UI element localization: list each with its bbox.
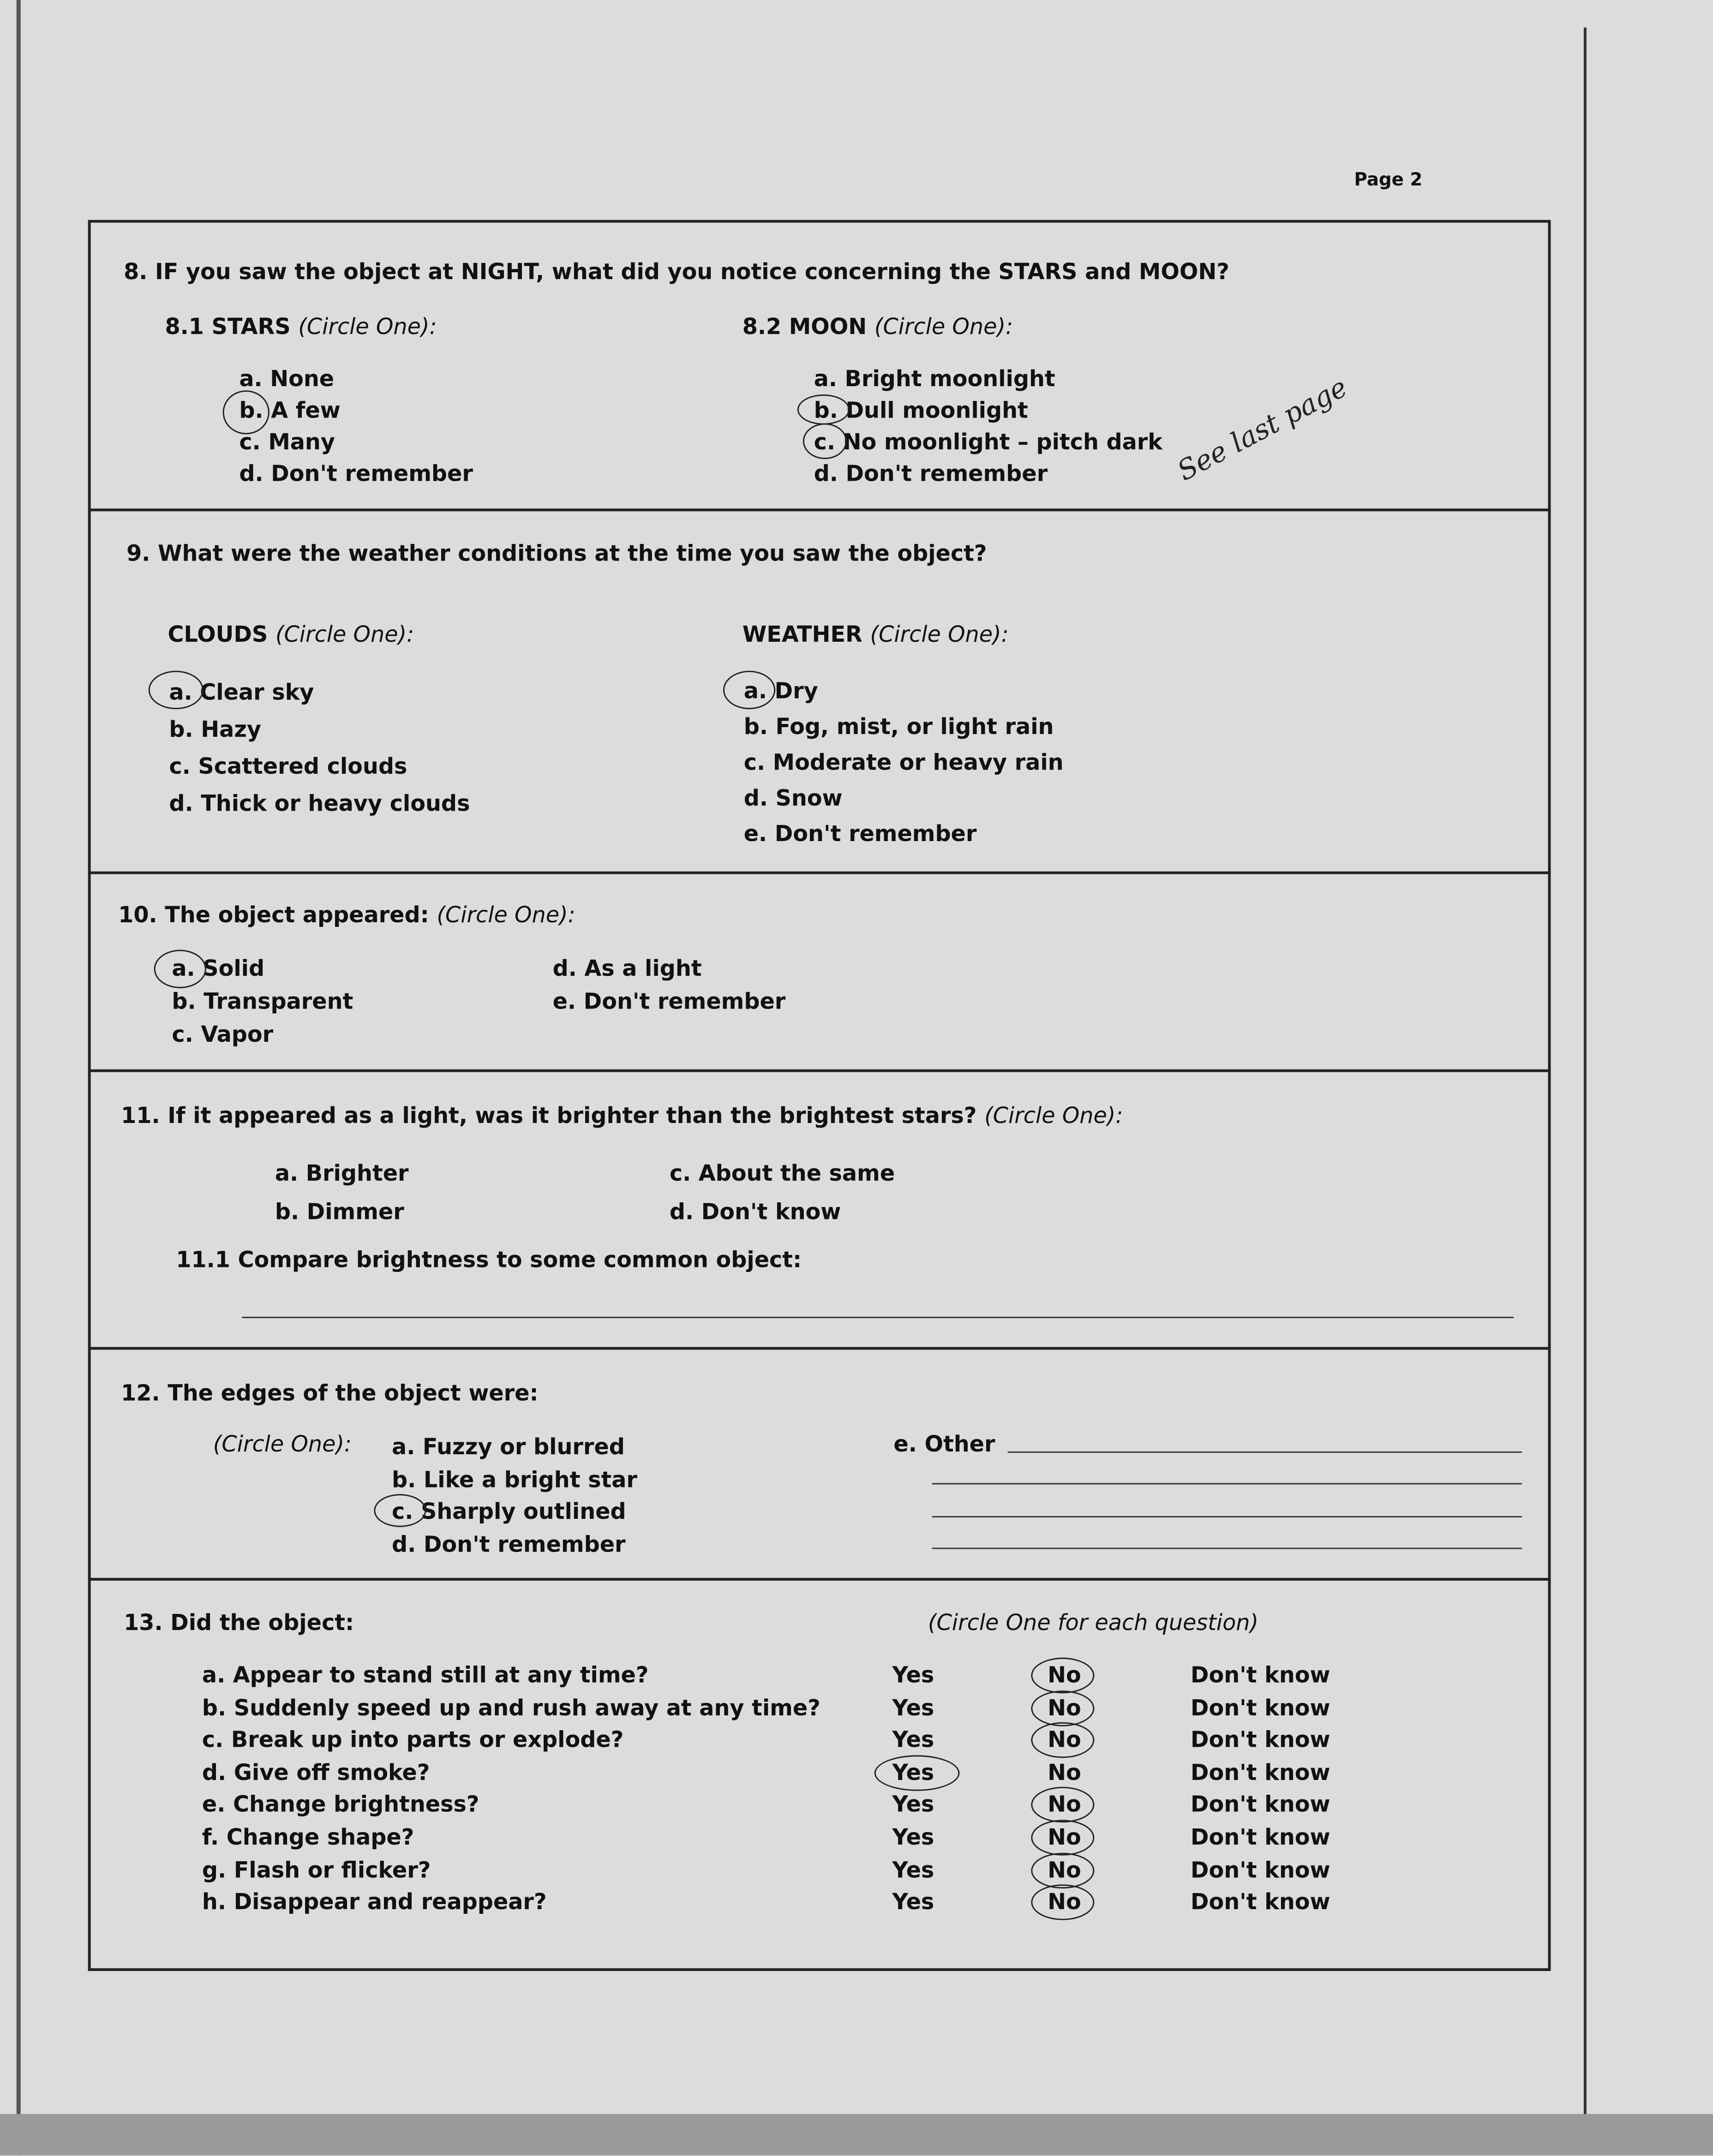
answer-circle (154, 950, 206, 988)
q12-other-line[interactable] (932, 1547, 1522, 1549)
q8-stars-label: 8.1 STARS (Circle One): (165, 313, 437, 340)
divider (88, 872, 1548, 874)
weather-option[interactable]: d. Snow (743, 785, 843, 811)
q9-title: 9. What were the weather conditions at the time you saw the object? (126, 540, 987, 567)
answer-circle (1031, 1852, 1094, 1888)
page-number: Page 2 (1354, 170, 1423, 191)
q13-no-option[interactable]: No (1048, 1759, 1081, 1786)
q11-options-left (275, 1154, 409, 1231)
q13-title: 13. Did the object: (124, 1609, 354, 1636)
q12-option[interactable]: c. Sharply outlined (392, 1498, 626, 1524)
q13-yes-option[interactable]: Yes (892, 1726, 934, 1753)
q13-no-option[interactable]: No (1048, 1694, 1081, 1720)
stars-options (239, 363, 473, 489)
answer-circle (874, 1755, 960, 1791)
q13-dont-know-option[interactable]: Don't know (1190, 1888, 1330, 1915)
q13-no-option[interactable]: No (1048, 1791, 1081, 1818)
answer-circle (797, 394, 850, 425)
q13-question: b. Suddenly speed up and rush away at any time? (202, 1694, 821, 1720)
q13-question: d. Give off smoke? (202, 1759, 430, 1786)
q11-options-right (670, 1154, 895, 1231)
q13-question: a. Appear to stand still at any time? (202, 1661, 649, 1688)
q8-title: 8. IF you saw the object at NIGHT, what did you notice concerning the STARS and MOON? (124, 258, 1229, 285)
q13-no-option[interactable]: No (1048, 1726, 1081, 1753)
clouds-option[interactable]: a. Clear sky (169, 679, 314, 705)
q10-option[interactable]: e. Don't remember (552, 988, 786, 1015)
q13-yes-option[interactable]: Yes (892, 1888, 934, 1915)
q12-title: 12. The edges of the object were: (121, 1380, 539, 1406)
answer-circle (1031, 1722, 1094, 1758)
q13-no-option[interactable]: No (1048, 1856, 1081, 1883)
moon-option[interactable]: b. Dull moonlight (814, 397, 1028, 424)
divider (88, 1578, 1548, 1581)
divider (88, 1069, 1548, 1072)
answer-circle (223, 390, 270, 434)
q13-instruction: (Circle One for each question) (928, 1609, 1259, 1636)
q13-question: c. Break up into parts or explode? (202, 1726, 624, 1753)
q13-dont-know-option[interactable]: Don't know (1190, 1856, 1330, 1883)
q13-dont-know-option[interactable]: Don't know (1190, 1791, 1330, 1818)
answer-circle (1031, 1658, 1094, 1693)
q10-options-right (553, 953, 786, 1019)
answer-circle (1031, 1820, 1094, 1855)
moon-option[interactable]: a. Bright moonlight (814, 365, 1055, 392)
q12-option[interactable]: d. Don't remember (392, 1530, 626, 1557)
q13-no-option[interactable]: No (1048, 1888, 1081, 1915)
q10-option[interactable]: a. Solid (172, 955, 265, 982)
q10-title: 10. The object appeared: (Circle One): (118, 902, 575, 928)
q13-dont-know-option[interactable]: Don't know (1190, 1694, 1330, 1720)
q13-yes-option[interactable]: Yes (892, 1759, 934, 1786)
weather-option[interactable]: a. Dry (743, 677, 818, 704)
q11-answer-line[interactable] (242, 1317, 1514, 1318)
q13-dont-know-option[interactable]: Don't know (1190, 1824, 1330, 1850)
answer-circle (723, 671, 775, 709)
stars-option[interactable]: a. None (239, 365, 335, 392)
q12-option[interactable]: a. Fuzzy or blurred (392, 1433, 625, 1460)
scan-bottom-band (0, 2114, 1713, 2155)
q13-yes-option[interactable]: Yes (892, 1824, 934, 1850)
q12-option[interactable]: b. Like a bright star (392, 1466, 637, 1492)
q11-option[interactable]: d. Don't know (669, 1198, 841, 1225)
q11-option[interactable]: a. Brighter (275, 1160, 409, 1186)
q9-clouds-label: CLOUDS (Circle One): (168, 621, 414, 648)
answer-circle (1031, 1690, 1094, 1726)
q13-yes-option[interactable]: Yes (892, 1661, 934, 1688)
q11-title: 11. If it appeared as a light, was it brighter than the brightest stars? (Circle One): (121, 1102, 1123, 1129)
stars-option[interactable]: c. Many (239, 429, 335, 455)
q11-option[interactable]: c. About the same (669, 1160, 895, 1186)
q12-other-label: e. Other (893, 1431, 995, 1457)
q13-question: f. Change shape? (202, 1824, 414, 1850)
q12-other-line[interactable] (932, 1483, 1522, 1484)
q10-option[interactable]: b. Transparent (172, 988, 353, 1015)
weather-options (744, 674, 1064, 852)
moon-option[interactable]: d. Don't remember (814, 460, 1048, 487)
clouds-options (169, 674, 470, 822)
moon-option[interactable]: c. No moonlight – pitch dark (814, 429, 1162, 455)
q12-options (392, 1431, 637, 1560)
answer-circle (374, 1494, 426, 1527)
q12-other-line[interactable] (1008, 1451, 1522, 1453)
q12-circle-one: (Circle One): (213, 1431, 352, 1457)
q11-option[interactable]: b. Dimmer (275, 1198, 404, 1225)
clouds-option[interactable]: d. Thick or heavy clouds (169, 790, 470, 817)
clouds-option[interactable]: b. Hazy (169, 716, 262, 742)
q13-dont-know-option[interactable]: Don't know (1190, 1726, 1330, 1753)
q13-dont-know-option[interactable]: Don't know (1190, 1661, 1330, 1688)
stars-option[interactable]: d. Don't remember (239, 460, 473, 487)
q13-no-option[interactable]: No (1048, 1661, 1081, 1688)
weather-option[interactable]: b. Fog, mist, or light rain (743, 713, 1054, 740)
q10-option[interactable]: d. As a light (552, 955, 702, 982)
q13-yes-option[interactable]: Yes (892, 1694, 934, 1720)
answer-circle (803, 424, 847, 459)
q11-sub: 11.1 Compare brightness to some common object: (176, 1247, 802, 1273)
q13-question: h. Disappear and reappear? (202, 1888, 547, 1915)
clouds-option[interactable]: c. Scattered clouds (169, 753, 407, 780)
moon-options (814, 363, 1162, 489)
q10-option[interactable]: c. Vapor (172, 1021, 274, 1048)
q9-weather-label: WEATHER (Circle One): (742, 621, 1009, 648)
answer-circle (1031, 1885, 1094, 1920)
handwritten-note: See last page (1172, 370, 1353, 488)
weather-option[interactable]: e. Don't remember (743, 820, 977, 847)
weather-option[interactable]: c. Moderate or heavy rain (743, 749, 1064, 776)
stars-option[interactable]: b. A few (239, 397, 341, 424)
q13-dont-know-option[interactable]: Don't know (1190, 1759, 1330, 1786)
answer-circle (149, 671, 204, 709)
divider (88, 508, 1548, 511)
q13-question: g. Flash or flicker? (202, 1856, 431, 1883)
q13-yes-option[interactable]: Yes (892, 1856, 934, 1883)
page-edge-right (1584, 28, 1587, 2131)
q13-yes-option[interactable]: Yes (892, 1791, 934, 1818)
q13-question: e. Change brightness? (202, 1791, 479, 1818)
q12-other-line[interactable] (932, 1516, 1522, 1517)
q13-no-option[interactable]: No (1048, 1824, 1081, 1850)
q8-moon-label: 8.2 MOON (Circle One): (742, 313, 1013, 340)
divider (88, 1347, 1548, 1350)
page-edge-left (17, 0, 21, 2155)
